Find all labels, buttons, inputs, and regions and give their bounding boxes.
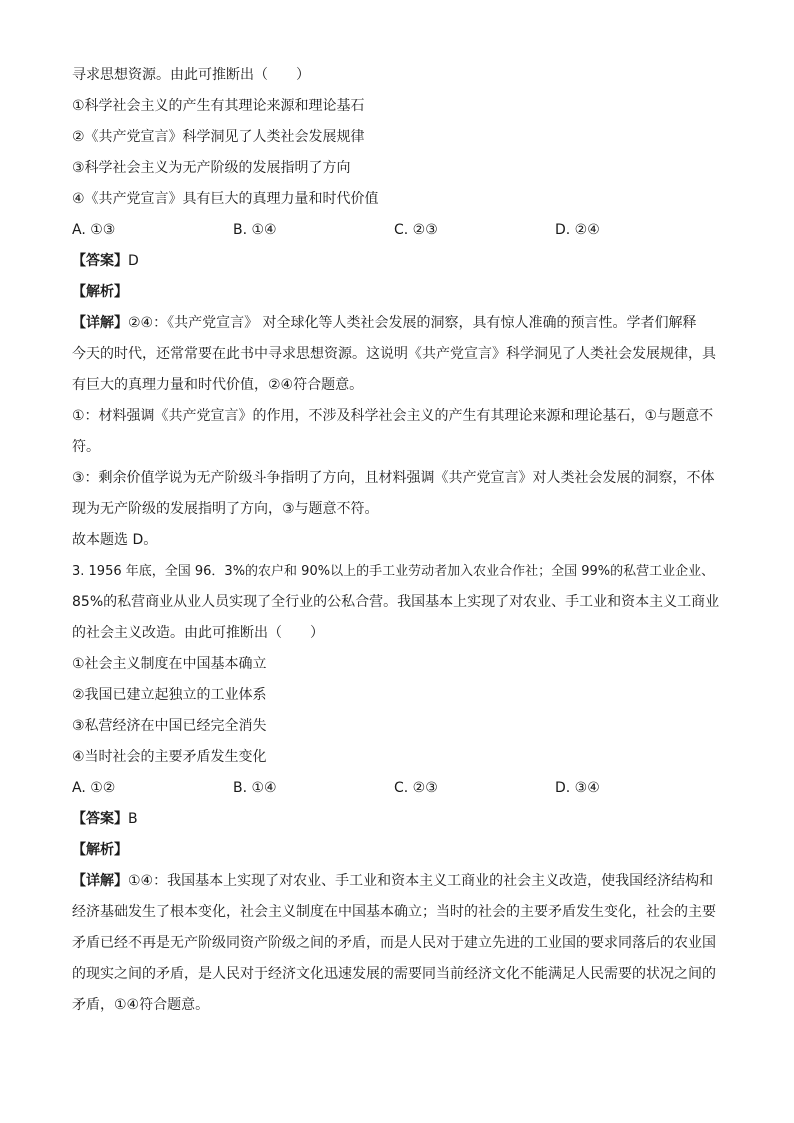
q2-answer-label: 【答案】 — [72, 253, 128, 269]
q2-item-4: ④《共产党宣言》具有巨大的真理力量和时代价值 — [72, 191, 379, 207]
document-page — [72, 60, 724, 1021]
q3-stem-line-2: 85%的私营商业从业人员实现了全行业的公私合营。我国基本上实现了对农业、手工业和资本主义工商业 — [72, 594, 720, 610]
q2-detail-line-1 — [72, 308, 724, 339]
q2-note3-line-2: 现为无产阶级的发展指明了方向，③与题意不符。 — [72, 501, 379, 517]
q2-option-b: B. ①④ — [233, 222, 277, 238]
q3-detail-text-1: ①④：我国基本上实现了对农业、手工业和资本主义工商业的社会主义改造，使我国经济结构和 — [128, 873, 714, 889]
q2-detail-line-2: 今天的时代，还常常要在此书中寻求思想资源。这说明《共产党宣言》科学洞见了人类社会发展规律，具 — [72, 346, 716, 362]
q2-detail-label: 【详解】 — [72, 315, 128, 331]
q3-option-c: C. ②③ — [394, 780, 438, 796]
q2-note1-line-2: 符。 — [72, 439, 100, 455]
q3-option-a: A. ①② — [72, 780, 116, 796]
q2-option-a: A. ①③ — [72, 222, 116, 238]
q3-detail-line-2: 经济基础发生了根本变化，社会主义制度在中国基本确立；当时的社会的主要矛盾发生变化，社会的主要 — [72, 904, 716, 920]
q2-options — [72, 215, 724, 246]
q3-answer — [72, 804, 724, 835]
q2-conclusion: 故本题选 D。 — [72, 532, 158, 548]
q3-stem-line-1: 3. 1956 年底，全国 96．3%的农户和 90%以上的手工业劳动者加入农业合作社；全国 99%的私营工业企业、 — [72, 564, 715, 579]
q2-stem-tail: 寻求思想资源。由此可推断出（ ） — [72, 67, 310, 83]
q2-option-c: C. ②③ — [394, 222, 438, 238]
q3-option-d: D. ③④ — [555, 780, 600, 796]
q3-answer-label: 【答案】 — [72, 811, 128, 827]
q3-answer-value: B — [128, 811, 138, 827]
q2-answer-value: D — [128, 253, 139, 269]
q3-stem-line-3: 的社会主义改造。由此可推断出（ ） — [72, 625, 324, 641]
q3-detail-label: 【详解】 — [72, 873, 128, 889]
q3-options — [72, 773, 724, 804]
q2-detail-text-1: ②④：《共产党宣言》 对全球化等人类社会发展的洞察，具有惊人准确的预言性。学者们解释 — [128, 315, 697, 331]
q2-item-3: ③科学社会主义为无产阶级的发展指明了方向 — [72, 160, 351, 176]
q2-item-2: ②《共产党宣言》科学洞见了人类社会发展规律 — [72, 129, 365, 145]
q2-option-d: D. ②④ — [555, 222, 600, 238]
q2-note3-line-1: ③：剩余价值学说为无产阶级斗争指明了方向，且材料强调《共产党宣言》对人类社会发展的洞察，不体 — [72, 470, 715, 486]
q3-item-2: ②我国已建立起独立的工业体系 — [72, 687, 267, 703]
q2-item-1: ①科学社会主义的产生有其理论来源和理论基石 — [72, 98, 365, 114]
q2-answer — [72, 246, 724, 277]
q3-detail-line-4: 的现实之间的矛盾，是人民对于经济文化迅速发展的需要同当前经济文化不能满足人民需要的状况之间的 — [72, 966, 716, 982]
q2-note1-line-1: ①：材料强调《共产党宣言》的作用，不涉及科学社会主义的产生有其理论来源和理论基石，①与题意不 — [72, 408, 714, 424]
q3-analysis-label: 【解析】 — [72, 842, 128, 858]
q2-detail-line-3: 有巨大的真理力量和时代价值，②④符合题意。 — [72, 377, 364, 393]
q2-analysis-label: 【解析】 — [72, 284, 128, 300]
q3-item-1: ①社会主义制度在中国基本确立 — [72, 656, 267, 672]
q3-detail-line-3: 矛盾已经不再是无产阶级同资产阶级之间的矛盾，而是人民对于建立先进的工业国的要求同落后的农业国 — [72, 935, 716, 951]
q3-detail-line-1 — [72, 866, 724, 897]
q3-item-3: ③私营经济在中国已经完全消失 — [72, 718, 267, 734]
q3-option-b: B. ①④ — [233, 780, 277, 796]
q3-detail-line-5: 矛盾，①④符合题意。 — [72, 997, 210, 1013]
q3-item-4: ④当时社会的主要矛盾发生变化 — [72, 749, 267, 765]
